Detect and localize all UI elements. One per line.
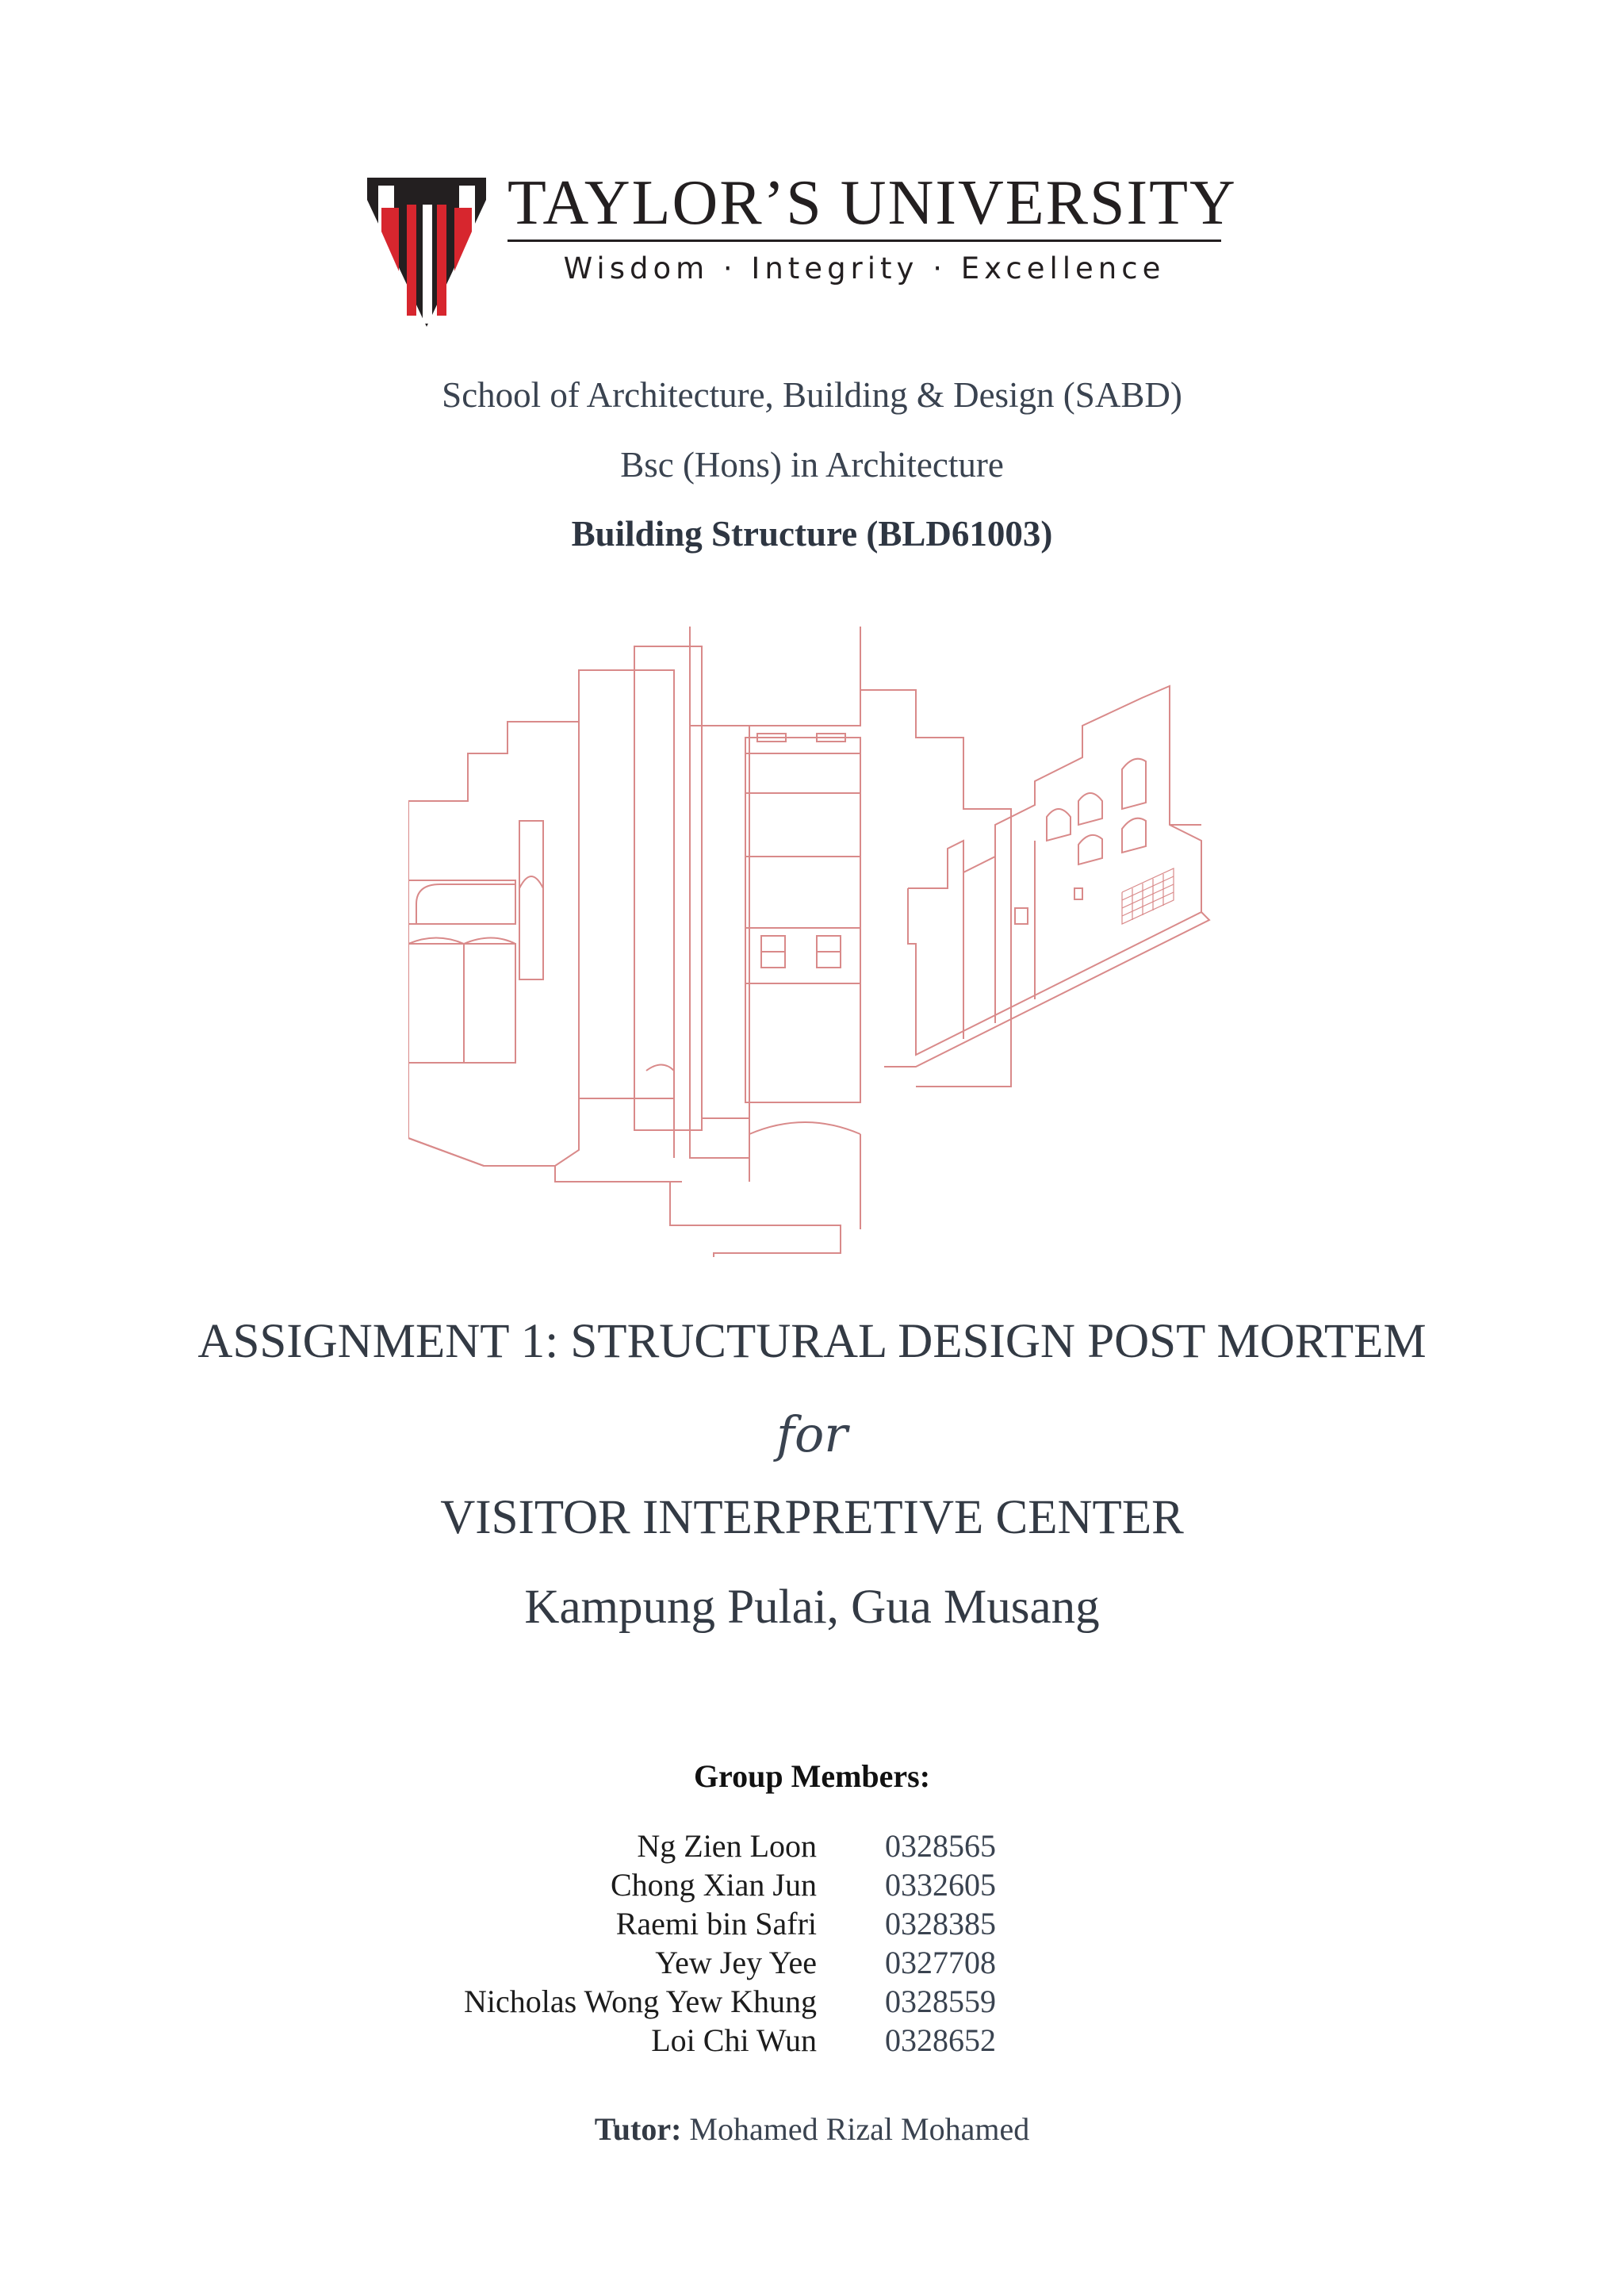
member-name: Yew Jey Yee — [655, 1945, 817, 1980]
assignment-title: ASSIGNMENT 1: STRUCTURAL DESIGN POST MORTEM — [197, 1315, 1427, 1368]
member-id: 0328652 — [885, 2022, 996, 2058]
tutor-line — [0, 2110, 1624, 2149]
group-members-heading: Group Members: — [693, 1758, 931, 1794]
member-row — [444, 1982, 1078, 2021]
member-name: Chong Xian Jun — [611, 1867, 817, 1903]
member-name: Loi Chi Wun — [651, 2022, 817, 2058]
member-id: 0332605 — [885, 1867, 996, 1903]
university-name: TAYLOR’S UNIVERSITY — [508, 168, 1237, 238]
course-title: Building Structure (BLD61003) — [571, 514, 1053, 554]
member-row — [444, 2021, 1078, 2060]
member-row — [444, 1943, 1078, 1982]
tutor-name: Mohamed Rizal Mohamed — [689, 2111, 1030, 2147]
member-id: 0328385 — [885, 1906, 996, 1941]
building-axonometric-drawing — [408, 627, 1217, 1265]
member-name: Nicholas Wong Yew Khung — [464, 1984, 817, 2019]
group-members-list — [444, 1826, 1078, 2060]
degree-name: Bsc (Hons) in Architecture — [620, 445, 1004, 485]
university-motto: Wisdom · Integrity · Excellence — [563, 251, 1166, 286]
project-location: Kampung Pulai, Gua Musang — [524, 1581, 1100, 1634]
project-title: VISITOR INTERPRETIVE CENTER — [440, 1491, 1184, 1544]
university-logo — [367, 168, 1237, 328]
title-connector: for — [776, 1405, 848, 1463]
member-id: 0327708 — [885, 1945, 996, 1980]
school-name: School of Architecture, Building & Design (SABD) — [442, 375, 1182, 415]
member-name: Raemi bin Safri — [615, 1906, 817, 1941]
member-row — [444, 1826, 1078, 1865]
member-row — [444, 1865, 1078, 1904]
member-row — [444, 1904, 1078, 1943]
university-crest-icon — [367, 176, 486, 327]
member-id: 0328559 — [885, 1984, 996, 2019]
member-name: Ng Zien Loon — [637, 1828, 817, 1864]
member-id: 0328565 — [885, 1828, 996, 1864]
logo-divider — [508, 240, 1221, 242]
tutor-label: Tutor: — [594, 2111, 682, 2147]
